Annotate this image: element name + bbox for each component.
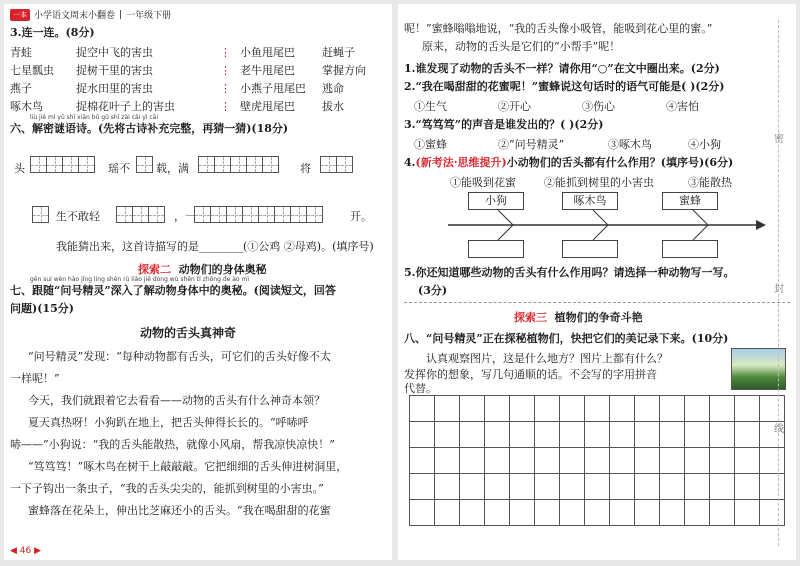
grid-cell[interactable]: [534, 473, 560, 500]
grid-cell[interactable]: [584, 395, 610, 422]
grid-cell[interactable]: [459, 447, 485, 474]
grid-cell[interactable]: [709, 395, 735, 422]
answer-box[interactable]: [562, 240, 618, 258]
q6-title: 六、解密谜语诗。(先将古诗补充完整，再猜一猜)(18分): [10, 122, 289, 135]
match-item[interactable]: 拔水: [322, 100, 344, 113]
grid-cell[interactable]: [409, 395, 435, 422]
option[interactable]: ④害怕: [666, 100, 699, 113]
grid-cell[interactable]: [434, 421, 460, 448]
match-item[interactable]: 青蛙: [10, 46, 32, 59]
grid-cell[interactable]: [484, 395, 510, 422]
grid-cell[interactable]: [734, 395, 760, 422]
grid-cell[interactable]: [534, 447, 560, 474]
section-heading: 探索二 动物们的身体奥秘: [138, 263, 267, 276]
option: ②能抓到树里的小害虫: [544, 176, 654, 189]
option[interactable]: ①生气: [414, 100, 447, 113]
grid-cell[interactable]: [509, 499, 535, 526]
writing-boxes[interactable]: [194, 206, 322, 223]
answer-box[interactable]: [468, 240, 524, 258]
poem-word: 头: [14, 162, 25, 175]
grid-cell[interactable]: [559, 421, 585, 448]
grid-cell[interactable]: [709, 473, 735, 500]
grid-cell[interactable]: [584, 473, 610, 500]
answer-box[interactable]: [662, 240, 718, 258]
match-item[interactable]: 逃命: [322, 82, 344, 95]
match-item[interactable]: 赶蝇子: [322, 46, 355, 59]
grid-cell[interactable]: [734, 473, 760, 500]
grid-cell[interactable]: [609, 473, 635, 500]
option: ①能吸到花蜜: [450, 176, 516, 189]
grid-cell[interactable]: [659, 447, 685, 474]
grid-cell[interactable]: [609, 499, 635, 526]
dot-marker: ⋮: [220, 100, 231, 113]
grid-cell[interactable]: [409, 447, 435, 474]
guess-line: 我能猜出来，这首诗描写的是________(①公鸡 ②母鸡)。(填序号): [56, 240, 374, 253]
option[interactable]: ①蜜蜂: [414, 138, 447, 151]
option[interactable]: ④小狗: [688, 138, 721, 151]
grid-cell[interactable]: [609, 421, 635, 448]
grid-cell[interactable]: [734, 447, 760, 474]
story-line: 今天，我们就跟着它去看看——动物的舌头有什么神奇本领？: [28, 394, 325, 407]
grid-cell[interactable]: [409, 473, 435, 500]
q5-score: (3分): [418, 284, 448, 297]
grid-cell[interactable]: [484, 499, 510, 526]
story-line: “问号精灵”发现：“每种动物都有舌头，可它们的舌头好像不太: [28, 350, 331, 363]
grid-cell[interactable]: [509, 421, 535, 448]
page-number: ◀ 46 ▶: [10, 546, 42, 556]
grid-cell[interactable]: [484, 447, 510, 474]
writing-boxes[interactable]: [116, 206, 164, 223]
grid-cell[interactable]: [609, 395, 635, 422]
q3: 3.“笃笃笃”的声音是谁发出的？( )(2分): [404, 118, 604, 131]
match-item[interactable]: 小鱼甩尾巴: [240, 46, 295, 59]
q7-title-cont: 问题)(15分): [10, 302, 74, 315]
grid-cell[interactable]: [634, 395, 660, 422]
grid-cell[interactable]: [484, 421, 510, 448]
grid-cell[interactable]: [584, 421, 610, 448]
poem-word: 瑶不: [108, 162, 130, 175]
grid-cell[interactable]: [609, 447, 635, 474]
match-item[interactable]: 捉树干里的害虫: [76, 64, 153, 77]
side-mark: 线: [774, 424, 784, 435]
q4: 4.(新考法·思维提升)小动物们的舌头都有什么作用？(填序号)(6分): [404, 156, 734, 169]
poem-word: 生不敢轻: [56, 210, 100, 223]
grid-cell[interactable]: [434, 447, 460, 474]
story-cont: 呢！”蜜蜂嗡嗡地说，“我的舌头像小吸管，能吸到花心里的蜜。”: [404, 22, 713, 35]
grid-cell[interactable]: [584, 447, 610, 474]
grid-cell[interactable]: [434, 473, 460, 500]
grid-cell[interactable]: [559, 473, 585, 500]
q2: 2.“我在喝甜甜的花蜜呢！”蜜蜂说这句话时的语气可能是( )(2分): [404, 80, 725, 93]
match-item[interactable]: 捉空中飞的害虫: [76, 46, 153, 59]
grid-cell[interactable]: [684, 395, 710, 422]
animal-box: 蜜蜂: [662, 192, 718, 210]
dot-marker: ⋮: [220, 82, 231, 95]
option: ③能散热: [688, 176, 732, 189]
match-item[interactable]: 燕子: [10, 82, 32, 95]
animal-box: 小狗: [468, 192, 524, 210]
match-item[interactable]: 捉水田里的害虫: [76, 82, 153, 95]
grid-cell[interactable]: [559, 395, 585, 422]
writing-boxes[interactable]: [30, 156, 94, 173]
grid-cell[interactable]: [509, 473, 535, 500]
story-line: 蜜蜂落在花朵上，伸出比芝麻还小的舌头。“我在喝甜甜的花蜜: [28, 504, 331, 517]
story-line: 夏天真热呀！小狗趴在地上，把舌头伸得长长的。“呼哧呼: [28, 416, 309, 429]
grid-cell[interactable]: [709, 421, 735, 448]
grid-cell[interactable]: [559, 499, 585, 526]
grid-cell[interactable]: [434, 395, 460, 422]
grid-cell[interactable]: [709, 499, 735, 526]
q5: 5.你还知道哪些动物的舌头有什么作用吗？请选择一种动物写一写。: [404, 266, 735, 279]
grid-cell[interactable]: [409, 421, 435, 448]
q8-text: 认真观察图片，这是什么地方？图片上都有什么？: [426, 352, 668, 365]
writing-boxes[interactable]: [198, 156, 278, 173]
grid-cell[interactable]: [584, 499, 610, 526]
grid-cell[interactable]: [634, 447, 660, 474]
grid-cell[interactable]: [459, 499, 485, 526]
story-line: 一下子钩出一条虫子，“我的舌头尖尖的，能抓到树里的小害虫。”: [10, 482, 324, 495]
grade-label: 一年级下册: [126, 11, 172, 21]
grid-cell[interactable]: [659, 499, 685, 526]
grid-cell[interactable]: [684, 421, 710, 448]
animal-box: 啄木鸟: [562, 192, 618, 210]
grid-cell[interactable]: [534, 395, 560, 422]
writing-boxes[interactable]: [136, 156, 152, 173]
grid-cell[interactable]: [684, 499, 710, 526]
q1: 1.谁发现了动物的舌头不一样？请你用“○”在文中圈出来。(2分): [404, 62, 720, 75]
poem-word: ，一: [174, 210, 196, 223]
q8-text: 发挥你的想象，写几句通顺的话。不会写的字用拼音: [404, 368, 657, 381]
grid-cell[interactable]: [734, 421, 760, 448]
right-page: [398, 4, 796, 560]
grid-cell[interactable]: [534, 499, 560, 526]
grid-cell[interactable]: [634, 421, 660, 448]
match-item[interactable]: 壁虎甩尾巴: [240, 100, 295, 113]
side-mark: 封: [774, 284, 784, 295]
dot-marker: ⋮: [220, 64, 231, 77]
left-page: [4, 4, 392, 560]
pinyin: liù jiě mì yǔ shī xiān bǔ gǔ shī zài cāi yì cāi: [30, 114, 159, 121]
story-line: 一样呢！”: [10, 372, 60, 385]
grid-cell[interactable]: [759, 499, 785, 526]
q8-text: 代替。: [404, 382, 437, 395]
book-title: 小学语文周末小翻卷: [34, 11, 116, 21]
dot-marker: ⋮: [220, 46, 231, 59]
grid-cell[interactable]: [509, 447, 535, 474]
grid-cell[interactable]: [484, 473, 510, 500]
grid-cell[interactable]: [559, 447, 585, 474]
brand-logo: 一本: [10, 9, 30, 21]
grid-cell[interactable]: [659, 395, 685, 422]
match-item[interactable]: 老牛甩尾巴: [240, 64, 295, 77]
q3-title: 3.连一连。(8分): [10, 26, 95, 39]
section-heading: 探索三 植物们的争奇斗艳: [514, 311, 643, 324]
option[interactable]: ③伤心: [582, 100, 615, 113]
grid-cell[interactable]: [409, 499, 435, 526]
match-item[interactable]: 啄木鸟: [10, 100, 43, 113]
poem-word: 将: [300, 162, 311, 175]
grid-cell[interactable]: [759, 473, 785, 500]
q7-title: 七、跟随“问号精灵”深入了解动物身体中的奥秘。(阅读短文，回答: [10, 284, 336, 297]
poem-word: 载，满: [156, 162, 189, 175]
writing-boxes[interactable]: [320, 156, 352, 173]
writing-grid[interactable]: [410, 396, 785, 526]
grid-cell[interactable]: [459, 473, 485, 500]
grid-cell[interactable]: [459, 421, 485, 448]
grid-cell[interactable]: [509, 395, 535, 422]
writing-boxes[interactable]: [32, 206, 48, 223]
story-cont: 原来，动物的舌头是它们的“小帮手”呢！: [422, 40, 621, 53]
q8: 八、“问号精灵”正在探秘植物们，快把它们的美记录下来。(10分): [404, 332, 729, 345]
story-line: 哧——”小狗说：“我的舌头能散热，就像小风扇，帮我凉快凉快！”: [10, 438, 335, 451]
grid-cell[interactable]: [734, 499, 760, 526]
grid-cell[interactable]: [659, 421, 685, 448]
option[interactable]: ③啄木鸟: [608, 138, 652, 151]
page-header: 一本 小学语文周末小翻卷 | 一年级下册: [10, 8, 171, 21]
grid-cell[interactable]: [634, 499, 660, 526]
grid-cell[interactable]: [759, 395, 785, 422]
option[interactable]: ②“问号精灵”: [498, 138, 565, 151]
grid-cell[interactable]: [434, 499, 460, 526]
story-line: “笃笃笃！”啄木鸟在树干上敲敲敲。它把细细的舌头伸进树洞里，: [28, 460, 348, 473]
divider: [404, 302, 790, 303]
grid-cell[interactable]: [759, 447, 785, 474]
option[interactable]: ②开心: [498, 100, 531, 113]
grid-cell[interactable]: [659, 473, 685, 500]
pinyin: gēn suí wèn hào jīng líng shēn rù liǎo jiě dòng wù shēn tǐ zhōng de ào mì: [30, 276, 249, 283]
grid-cell[interactable]: [634, 473, 660, 500]
grid-cell[interactable]: [684, 473, 710, 500]
match-item[interactable]: 掌握方向: [322, 64, 366, 77]
match-item[interactable]: 捉棉花叶子上的害虫: [76, 100, 175, 113]
grid-cell[interactable]: [459, 395, 485, 422]
side-mark: 密: [774, 134, 784, 145]
story-title: 动物的舌头真神奇: [140, 326, 237, 340]
match-item[interactable]: 七星瓢虫: [10, 64, 54, 77]
grid-cell[interactable]: [534, 421, 560, 448]
grid-cell[interactable]: [709, 447, 735, 474]
poem-word: 开。: [350, 210, 372, 223]
grid-cell[interactable]: [684, 447, 710, 474]
match-item[interactable]: 小燕子甩尾巴: [240, 82, 306, 95]
